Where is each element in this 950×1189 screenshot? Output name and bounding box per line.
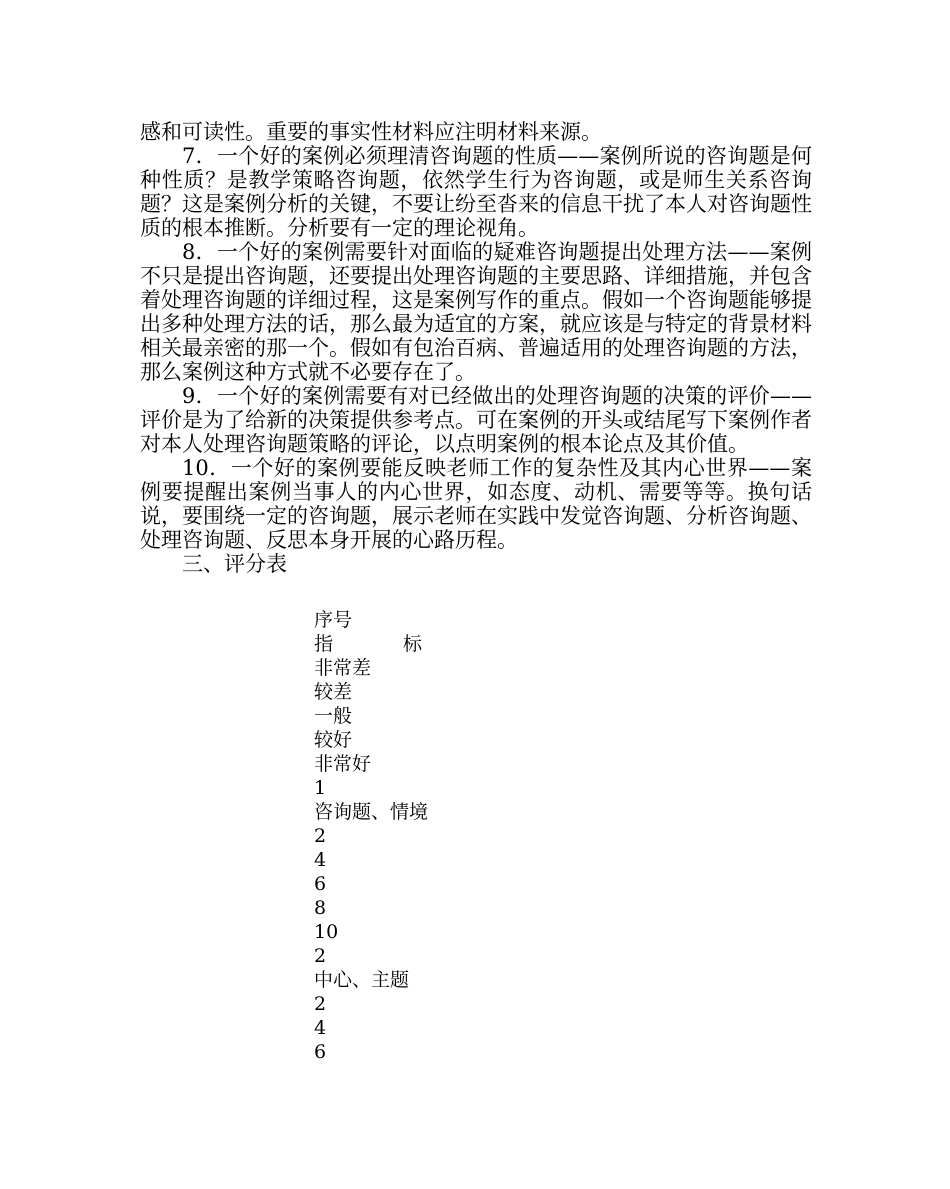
level-poor: 较差 bbox=[314, 681, 353, 703]
header-indicator-left: 指 bbox=[314, 633, 334, 655]
row-1-score: 8 bbox=[314, 897, 327, 919]
score-table bbox=[314, 608, 614, 1064]
row-1-score: 2 bbox=[314, 825, 327, 847]
row-1-score: 10 bbox=[314, 921, 339, 943]
row-2-score: 4 bbox=[314, 1017, 327, 1039]
paragraph-10: 10．一个好的案例要能反映老师工作的复杂性及其内心世界——案例要提醒出案例当事人的内心世界，如态度、动机、需要等等。换句话说，要围绕一定的咨询题，展示老师在实践中发觉咨询题、分析咨询题、处理咨询题、反思本身开展的心路历程。 bbox=[140, 456, 812, 552]
level-very-good: 非常好 bbox=[314, 753, 372, 775]
paragraph-9: 9．一个好的案例需要有对已经做出的处理咨询题的决策的评价——评价是为了给新的决策提供参考点。可在案例的开头或结尾写下案例作者对本人处理咨询题策略的评论，以点明案例的根本论点及其价值。 bbox=[140, 384, 812, 456]
section-heading: 三、评分表 bbox=[182, 552, 287, 576]
row-2-score: 6 bbox=[314, 1041, 327, 1063]
continuation-paragraph: 感和可读性。重要的事实性材料应注明材料来源。 bbox=[140, 120, 602, 144]
body-text bbox=[140, 120, 812, 576]
row-2-indicator: 中心、主题 bbox=[314, 969, 410, 991]
header-indicator bbox=[314, 632, 614, 656]
paragraph-7: 7．一个好的案例必须理清咨询题的性质——案例所说的咨询题是何种性质？是教学策略咨询题，依然学生行为咨询题，或是师生关系咨询题？这是案例分析的关键，不要让纷至沓来的信息干扰了本人对咨询题性质的根本推断。分析要有一定的理论视角。 bbox=[140, 144, 812, 240]
header-index: 序号 bbox=[314, 609, 353, 631]
header-indicator-right: 标 bbox=[403, 633, 423, 655]
row-1-score: 4 bbox=[314, 849, 327, 871]
row-2-score: 2 bbox=[314, 993, 327, 1015]
paragraph-8: 8．一个好的案例需要针对面临的疑难咨询题提出处理方法——案例不只是提出咨询题，还要提出处理咨询题的主要思路、详细措施，并包含着处理咨询题的详细过程，这是案例写作的重点。假如一个咨询题能够提出多种处理方法的话，那么最为适宜的方案，就应该是与特定的背景材料相关最亲密的那一个。假如有包治百病、普遍适用的处理咨询题的方法，那么案例这种方式就不必要存在了。 bbox=[140, 240, 812, 384]
level-good: 较好 bbox=[314, 729, 353, 751]
row-1-indicator: 咨询题、情境 bbox=[314, 801, 429, 823]
level-average: 一般 bbox=[314, 705, 353, 727]
row-1-index: 1 bbox=[314, 777, 327, 799]
row-2-index: 2 bbox=[314, 945, 327, 967]
level-very-poor: 非常差 bbox=[314, 657, 372, 679]
row-1-score: 6 bbox=[314, 873, 327, 895]
